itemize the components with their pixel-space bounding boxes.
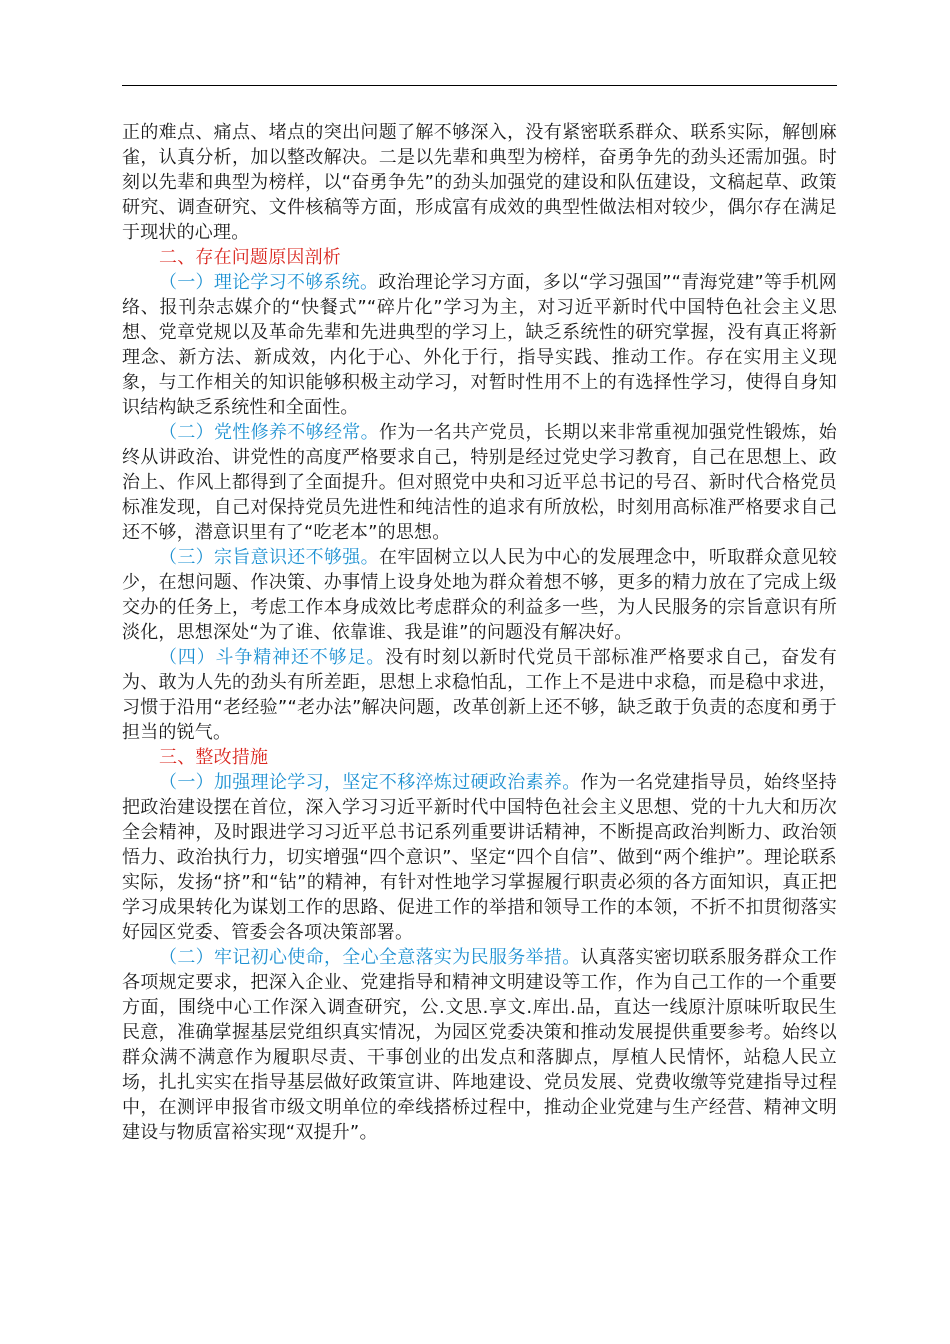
body-measure-1: 作为一名党建指导员，始终坚持把政治建设摆在首位，深入学习习近平新时代中国特色社会主义思想、党的十九大和历次全会精神，及时跟进学习习近平总书记系列重要讲话精神，不断提高政治判断力、政治领悟力、政治执行力，切实增强“四个意识”、坚定“四个自信”、做到“两个维护”。理论联系实际，发扬“挤”和“钻”的精神，有针对性地学习掌握履行职责必须的各方面知识，真正把学习成果转化为谋划工作的思路、促进工作的举措和领导工作的本领，不折不扣贯彻落实好园区党委、管委会各项决策部署。 xyxy=(122,772,837,943)
subheading-measure-1: （一）加强理论学习，坚定不移淬炼过硬政治素养。 xyxy=(159,772,581,793)
subheading-cause-2: （二）党性修养不够经常。 xyxy=(159,422,379,443)
document-body xyxy=(122,120,837,1145)
intro-paragraph: 正的难点、痛点、堵点的突出问题了解不够深入，没有紧密联系群众、联系实际，解刨麻雀，认真分析，加以整改解决。二是以先辈和典型为榜样，奋勇争先的劲头还需加强。时刻以先辈和典型为榜样，以“奋勇争先”的劲头加强党的建设和队伍建设，文稿起草、政策研究、调查研究、文件核稿等方面，形成富有成效的典型性做法相对较少，偶尔存在满足于现状的心理。 xyxy=(122,122,837,243)
body-cause-3: 在牢固树立以人民为中心的发展理念中，听取群众意见较少，在想问题、作决策、办事情上设身处地为群众着想不够，更多的精力放在了完成上级交办的任务上，考虑工作本身成效比考虑群众的利益多一些，为人民服务的宗旨意识有所淡化，思想深处“为了谁、依靠谁、我是谁”的问题没有解决好。 xyxy=(122,547,837,643)
body-measure-2: 认真落实密切联系服务群众工作各项规定要求，把深入企业、党建指导和精神文明建设等工作，作为自己工作的一个重要方面，围绕中心工作深入调查研究，公.文思.享文.库出.品，直达一线原汁原味听取民生民意，准确掌握基层党组织真实情况，为园区党委决策和推动发展提供重要参考。始终以群众满不满意作为履职尽责、干事创业的出发点和落脚点，厚植人民情怀，站稳人民立场，扎扎实实在指导基层做好政策宣讲、阵地建设、党员发展、党费收缴等党建指导过程中，在测评申报省市级文明单位的牵线搭桥过程中，推动企业党建与生产经营、精神文明建设与物质富裕实现“双提升”。 xyxy=(122,947,837,1143)
paragraph-measure-2 xyxy=(122,945,837,1145)
body-cause-4: 没有时刻以新时代党员干部标准严格要求自己，奋发有为、敢为人先的劲头有所差距，思想上求稳怕乱，工作上不是进中求稳，而是稳中求进，习惯于沿用“老经验”“老办法”解决问题，改革创新上还不够，缺乏敢于负责的态度和勇于担当的锐气。 xyxy=(122,647,837,743)
section-heading-measures: 三、整改措施 xyxy=(159,747,269,768)
subheading-cause-4: （四）斗争精神还不够足。 xyxy=(159,647,386,668)
header-rule xyxy=(122,85,837,86)
subheading-cause-3: （三）宗旨意识还不够强。 xyxy=(159,547,379,568)
subheading-cause-1: （一）理论学习不够系统。 xyxy=(159,272,379,293)
paragraph-cause-2 xyxy=(122,420,837,545)
paragraph-cause-4 xyxy=(122,645,837,745)
paragraph-measure-1 xyxy=(122,770,837,945)
subheading-measure-2: （二）牢记初心使命，全心全意落实为民服务举措。 xyxy=(159,947,581,968)
paragraph-cause-3 xyxy=(122,545,837,645)
body-cause-1: 政治理论学习方面，多以“学习强国”“青海党建”等手机网络、报刊杂志媒介的“快餐式”“碎片化”学习为主，对习近平新时代中国特色社会主义思想、党章党规以及革命先辈和先进典型的学习上，缺乏系统性的研究掌握，没有真正将新理念、新方法、新成效，内化于心、外化于行，指导实践、推动工作。存在实用主义现象，与工作相关的知识能够积极主动学习，对暂时性用不上的有选择性学习，使得自身知识结构缺乏系统性和全面性。 xyxy=(122,272,837,418)
section-heading-causes: 二、存在问题原因剖析 xyxy=(159,247,341,268)
paragraph-cause-1 xyxy=(122,270,837,420)
body-cause-2: 作为一名共产党员，长期以来非常重视加强党性锻炼，始终从讲政治、讲党性的高度严格要求自己，特别是经过党史学习教育，自己在思想上、政治上、作风上都得到了全面提升。但对照党中央和习近平总书记的号召、新时代合格党员标准发现，自己对保持党员先进性和纯洁性的追求有所放松，时刻用高标准严格要求自己还不够，潜意识里有了“吃老本”的思想。 xyxy=(122,422,837,543)
